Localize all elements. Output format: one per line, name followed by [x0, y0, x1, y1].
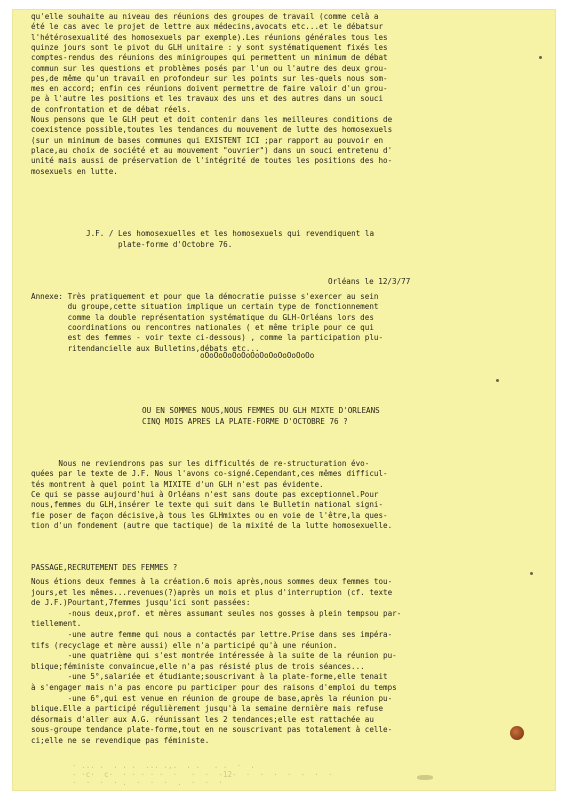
speck-mark [530, 572, 533, 575]
paragraph-3-line: -une 6°,qui est venue en réunion de groupe de base,après la réunion pu- [31, 693, 393, 703]
paragraph-3-line: blique.Elle a participé régulièrement jusqu'à la semaine dernière mais refuse [31, 704, 384, 714]
paragraph-1-line: (sur un minimum de bases communes qui EXISTENT ICI ;par rapport au pouvoir en [31, 135, 384, 145]
annexe-line: Annexe: Très pratiquement et pour que la démocratie puisse s'exercer au sein [31, 292, 379, 301]
paragraph-1-line: pe à l'autre les positions et les travaux des uns et des autres dans un souci [31, 94, 384, 104]
paragraph-3-line: Nous étions deux femmes à la création.6 mois après,nous sommes deux femmes tou- [31, 577, 393, 586]
speck-mark [539, 56, 542, 59]
heading-line: OU EN SOMMES NOUS,NOUS FEMMES DU GLH MIXTE D'ORLEANS [142, 406, 380, 415]
place-and-date: Orléans le 12/3/77 [328, 277, 411, 286]
paragraph-2-line: Nous ne reviendrons pas sur les difficultés de re-structuration évo- [31, 459, 370, 468]
paragraph-3-line: tiellement. [31, 619, 82, 629]
paragraph-3-line: jours,et les mêmes...revenues(?)après un mois et plus d'interruption (cf. texte [31, 587, 393, 597]
paragraph-1-line: l'hétérosexualité des homosexuels par exemple).Les réunions générales tous les [31, 32, 388, 42]
footer-faint-line: · · · · . · · · . · · · [72, 778, 223, 787]
paragraph-3-line: -une autre femme qui nous a contactés par lettre.Prise dans ses impéra- [31, 630, 393, 639]
paragraph-1-line: commun sur les questions et problèmes posés par l'un ou l'autre des deux grou- [31, 63, 388, 73]
paragraph-2-line: Ce qui se passe aujourd'hui à Orléans n'est sans doute pas exceptionnel.Pour [31, 489, 379, 499]
paragraph-3-line: ci;elle ne se revendique pas féministe. [31, 736, 210, 745]
paragraph-1-line: unité mais aussi de préservation de l'intégrité de toutes les positions des ho- [31, 156, 393, 166]
paragraph-1-line: de confrontation et de débat réels. [31, 104, 192, 114]
paragraph-2-line: nous,femmes du GLH,insérer le texte qui suit dans le Bulletin national signi- [31, 500, 384, 510]
paragraph-1-line: mosexuels en lutte. [31, 166, 118, 176]
paragraph-3-line: tifs (recyclage et mère aussi) elle n'a participé qu'à une réunion. [31, 640, 338, 650]
paragraph-1-line: place,au choix de société et au mouvement "ouvrier") dans un souci entretenu d' [31, 145, 393, 155]
paragraph-2-line: tés montrent à quel point la MIXITE d'un GLH n'est pas évidente. [31, 479, 324, 489]
annexe-line: comme la double représentation systématique du GLH-Orléans lors des [31, 312, 374, 322]
paragraph-1-line: qu'elle souhaite au niveau des réunions des groupes de travail (comme celà a [31, 12, 379, 21]
paragraph-2-line: fie poser de façon décisive,à tous les GLHmixtes ou en voie de l'être,la ques- [31, 510, 388, 520]
paragraph-2-line: quées par le texte de J.F. Nous l'avons co-signé.Cependant,ces mêmes difficul- [31, 469, 388, 479]
section-title-recruitment: PASSAGE,RECRUTEMENT DES FEMMES ? [31, 563, 178, 572]
ink-smudge [417, 775, 433, 780]
signature-line: J.F. / Les homosexuelles et les homosexuels qui revendiquent la [86, 229, 375, 238]
paragraph-1-line: comptes-rendus des réunions des minigroupes qui permettent un minimum de débat [31, 53, 388, 63]
annexe-line: ritendancielle aux Bulletins,débats etc... [31, 343, 260, 353]
paragraph-3-line: à s'engager mais n'a pas encore pu participer pour des raisons d'emploi du temps [31, 683, 397, 692]
paragraph-1-line: Nous pensons que le GLH peut et doit contenir dans les meilleures conditions de [31, 115, 393, 124]
paragraph-3-line: sous-groupe tendance plate-forme,tout en ne souscrivant pas totalement à celle- [31, 725, 393, 735]
speck-mark [496, 379, 499, 382]
rust-mark [510, 726, 524, 740]
footer-faint-line: - ... . . . . ... .,. . . . . · . [72, 761, 255, 770]
heading-line: CINQ MOIS APRES LA PLATE-FORME D'OCTOBRE 76 ? [142, 417, 348, 426]
document-page [12, 9, 556, 791]
paragraph-1-line: été le cas avec le projet de lettre aux médecins,avocats etc...et le débatsur [31, 22, 384, 32]
annexe-line: coordinations ou rencontres nationales ( et même triple pour ce qui [31, 322, 374, 332]
paragraph-3-line: -nous deux,prof. et mères assumant seules nos gosses à plein tempsou par- [31, 608, 402, 618]
paragraph-3-line: désormais d'aller aux A.G. réunissant les 2 tendances;elle est rattachée au [31, 714, 374, 724]
paragraph-1-line: quinze jours sont le pivot du GLH unitaire : y sont systématiquement fixés les [31, 42, 388, 52]
signature-line: plate-forme d'Octobre 76. [86, 239, 233, 249]
footer-faint-line: - ·c· c· · · · · · · · · -12- · · · · - · · [72, 769, 333, 779]
paragraph-3-line: -une 5°,salariée et étudiante;souscrivant à la plate-forme,elle tenait [31, 672, 388, 682]
paragraph-3-line: -une quatrième qui s'est montrée intéressée à la suite de la réunion pu- [31, 651, 397, 661]
paragraph-2-line: tion d'un fondement (autre que tactique) de la mixité de la lutte homosexuelle. [31, 520, 393, 530]
paragraph-1-line: coexistence possible,toutes les tendances du mouvement de lutte des homosexuels [31, 125, 393, 135]
separator-line: oOoOoOoOoOoOoOoOoOoOoOoOo [200, 351, 315, 360]
paragraph-3-line: de J.F.)Pourtant,7femmes jusqu'ici sont passées: [31, 598, 251, 608]
annexe-line: est des femmes - voir texte ci-dessous) , comme la participation plu- [31, 333, 384, 343]
paragraph-3-line: blique;féministe convaincue,elle n'a pas résisté plus de trois séances... [31, 661, 365, 671]
paragraph-1-line: pes,de même qu'un travail en profondeur sur les points sur les-quels nous som- [31, 73, 388, 83]
paragraph-1-line: mes en accord; enfin ces réunions doivent permettre de faire valoir d'un grou- [31, 84, 388, 94]
annexe-line: du groupe,cette situation implique un certain type de fonctionnement [31, 302, 379, 312]
